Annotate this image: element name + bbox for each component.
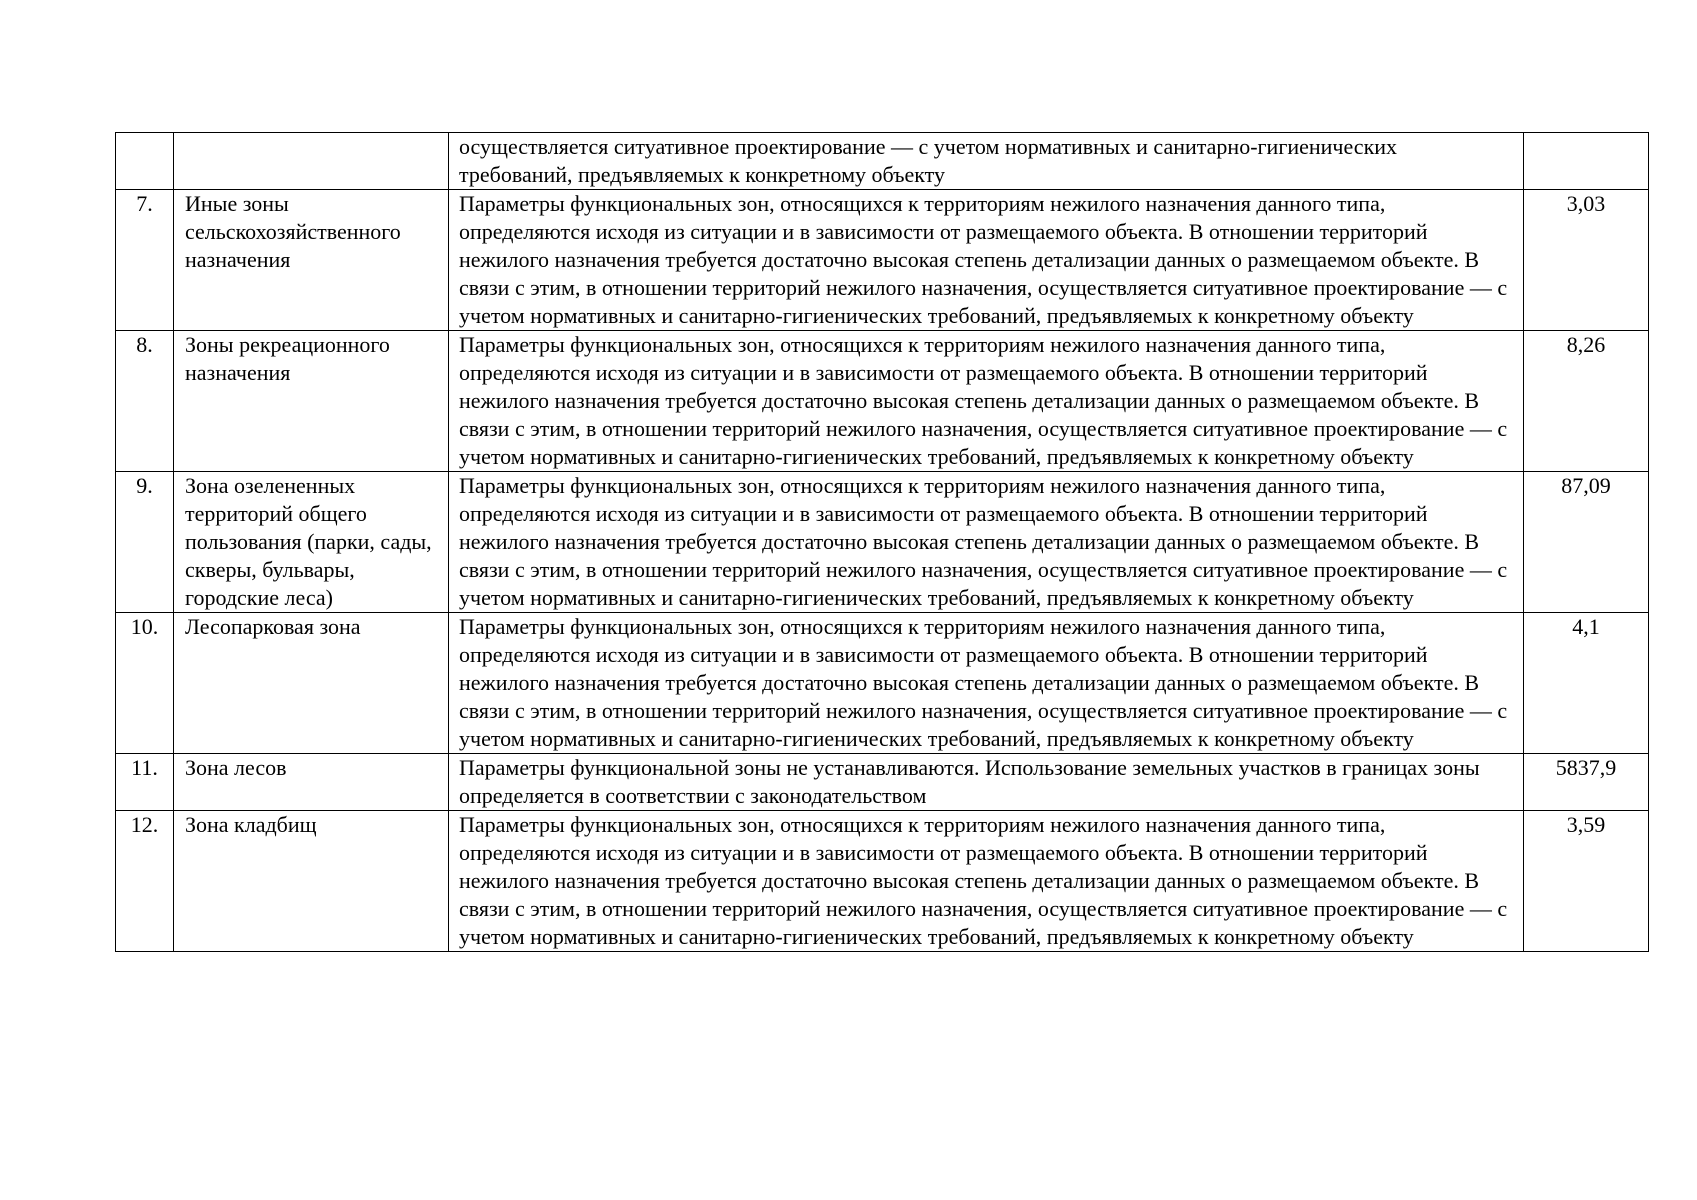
zones-table-body	[116, 133, 1649, 952]
zone-parameters: Параметры функциональных зон, относящихся к территориям нежилого назначения данного типа, определяются исходя из ситуации и в зависимости от размещаемого объекта. В отношении территорий нежилого назначения требуется достаточно высокая степень детализации данных о размещаемом объекте. В связи с этим, в отношении территорий нежилого назначения, осуществляется ситуативное проектирование — с учетом нормативных и санитарно-гигиенических требований, предъявляемых к конкретному объекту	[449, 811, 1524, 952]
row-number	[116, 133, 174, 190]
table-row	[116, 472, 1649, 613]
table-row	[116, 133, 1649, 190]
table-row	[116, 754, 1649, 811]
table-row	[116, 190, 1649, 331]
zone-name: Зона лесов	[174, 754, 449, 811]
row-number: 9.	[116, 472, 174, 613]
zone-area: 5837,9	[1524, 754, 1649, 811]
zone-parameters: Параметры функциональных зон, относящихся к территориям нежилого назначения данного типа, определяются исходя из ситуации и в зависимости от размещаемого объекта. В отношении территорий нежилого назначения требуется достаточно высокая степень детализации данных о размещаемом объекте. В связи с этим, в отношении территорий нежилого назначения, осуществляется ситуативное проектирование — с учетом нормативных и санитарно-гигиенических требований, предъявляемых к конкретному объекту	[449, 331, 1524, 472]
zone-parameters: осуществляется ситуативное проектирование — с учетом нормативных и санитарно-гигиенических требований, предъявляемых к конкретному объекту	[449, 133, 1524, 190]
zone-area: 4,1	[1524, 613, 1649, 754]
zone-parameters: Параметры функциональных зон, относящихся к территориям нежилого назначения данного типа, определяются исходя из ситуации и в зависимости от размещаемого объекта. В отношении территорий нежилого назначения требуется достаточно высокая степень детализации данных о размещаемом объекте. В связи с этим, в отношении территорий нежилого назначения, осуществляется ситуативное проектирование — с учетом нормативных и санитарно-гигиенических требований, предъявляемых к конкретному объекту	[449, 472, 1524, 613]
zone-area: 87,09	[1524, 472, 1649, 613]
zones-table	[115, 132, 1649, 952]
row-number: 12.	[116, 811, 174, 952]
row-number: 10.	[116, 613, 174, 754]
row-number: 11.	[116, 754, 174, 811]
zone-parameters: Параметры функциональных зон, относящихся к территориям нежилого назначения данного типа, определяются исходя из ситуации и в зависимости от размещаемого объекта. В отношении территорий нежилого назначения требуется достаточно высокая степень детализации данных о размещаемом объекте. В связи с этим, в отношении территорий нежилого назначения, осуществляется ситуативное проектирование — с учетом нормативных и санитарно-гигиенических требований, предъявляемых к конкретному объекту	[449, 613, 1524, 754]
row-number: 7.	[116, 190, 174, 331]
zone-area: 3,59	[1524, 811, 1649, 952]
table-row	[116, 331, 1649, 472]
zone-name: Лесопарковая зона	[174, 613, 449, 754]
zone-parameters: Параметры функциональной зоны не устанавливаются. Использование земельных участков в границах зоны определяется в соответствии с законодательством	[449, 754, 1524, 811]
table-row	[116, 613, 1649, 754]
zone-area	[1524, 133, 1649, 190]
zone-name: Зона кладбищ	[174, 811, 449, 952]
zone-name: Зона озелененных территорий общего пользования (парки, сады, скверы, бульвары, городские леса)	[174, 472, 449, 613]
zone-name: Зоны рекреационного назначения	[174, 331, 449, 472]
zone-area: 3,03	[1524, 190, 1649, 331]
row-number: 8.	[116, 331, 174, 472]
zone-name: Иные зоны сельскохозяйственного назначения	[174, 190, 449, 331]
zone-parameters: Параметры функциональных зон, относящихся к территориям нежилого назначения данного типа, определяются исходя из ситуации и в зависимости от размещаемого объекта. В отношении территорий нежилого назначения требуется достаточно высокая степень детализации данных о размещаемом объекте. В связи с этим, в отношении территорий нежилого назначения, осуществляется ситуативное проектирование — с учетом нормативных и санитарно-гигиенических требований, предъявляемых к конкретному объекту	[449, 190, 1524, 331]
table-row	[116, 811, 1649, 952]
zone-area: 8,26	[1524, 331, 1649, 472]
zone-name	[174, 133, 449, 190]
